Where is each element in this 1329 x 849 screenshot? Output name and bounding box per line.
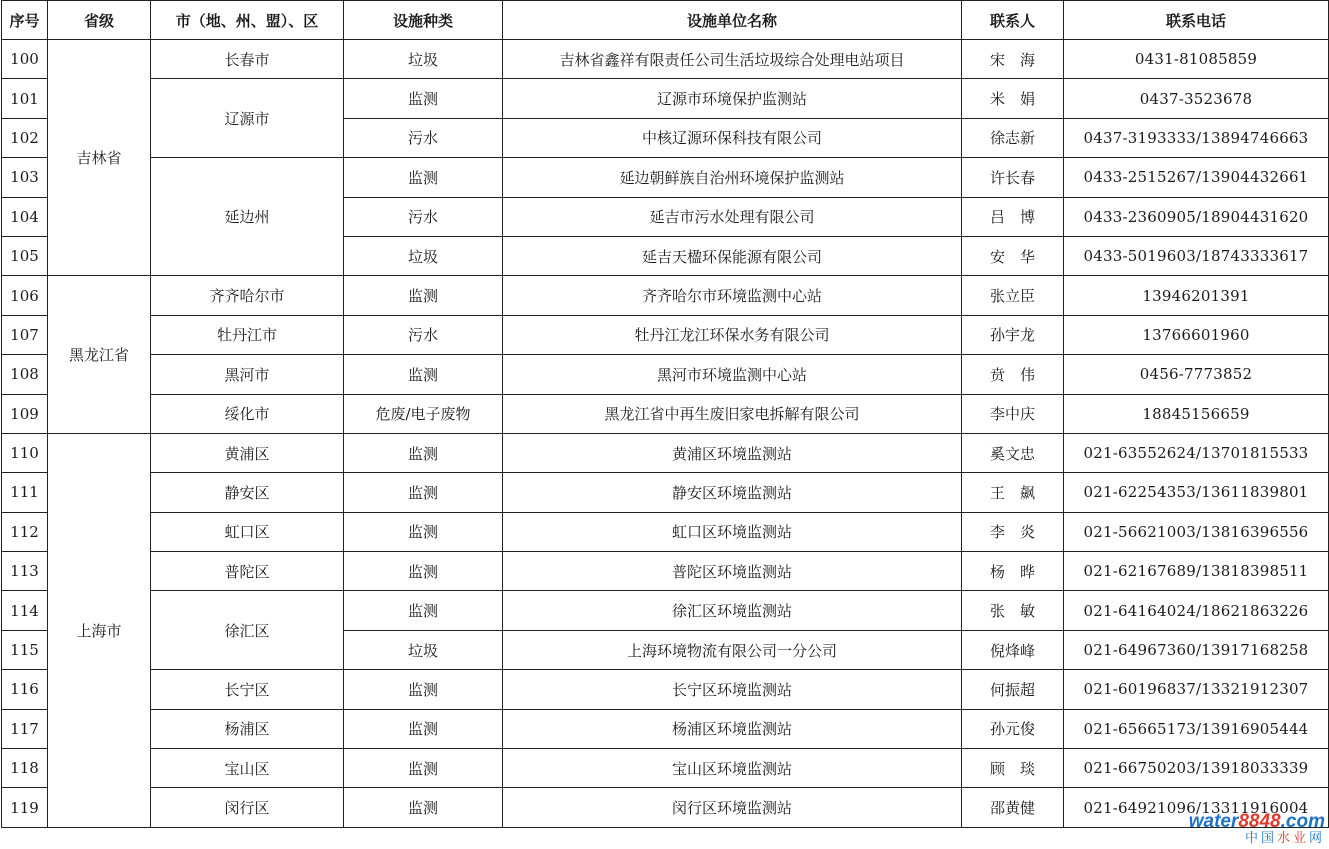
facility-name-cell: 闵行区环境监测站 bbox=[503, 788, 962, 827]
city-cell: 虹口区 bbox=[151, 512, 344, 551]
phone-cell: 0433-2515267/13904432661 bbox=[1064, 158, 1329, 197]
header-cell: 序号 bbox=[2, 1, 48, 40]
contact-person-cell: 宋 海 bbox=[962, 40, 1064, 79]
city-cell: 黑河市 bbox=[151, 355, 344, 394]
facility-type-cell: 监测 bbox=[344, 79, 503, 118]
header-cell: 市（地、州、盟）、区 bbox=[151, 1, 344, 40]
facility-name-cell: 中核辽源环保科技有限公司 bbox=[503, 118, 962, 157]
table-row bbox=[2, 788, 1329, 827]
table-header-row bbox=[2, 1, 1329, 40]
facility-name-cell: 吉林省鑫祥有限责任公司生活垃圾综合处理电站项目 bbox=[503, 40, 962, 79]
table-row bbox=[2, 158, 1329, 197]
phone-cell: 0456-7773852 bbox=[1064, 355, 1329, 394]
table-body bbox=[2, 40, 1329, 828]
header-cell: 联系人 bbox=[962, 1, 1064, 40]
contact-person-cell: 米 娟 bbox=[962, 79, 1064, 118]
city-cell: 辽源市 bbox=[151, 79, 344, 158]
facility-name-cell: 虹口区环境监测站 bbox=[503, 512, 962, 551]
facility-name-cell: 上海环境物流有限公司一分公司 bbox=[503, 630, 962, 669]
contact-person-cell: 邵黄健 bbox=[962, 788, 1064, 827]
facility-name-cell: 静安区环境监测站 bbox=[503, 473, 962, 512]
facility-type-cell: 监测 bbox=[344, 512, 503, 551]
table-row bbox=[2, 433, 1329, 472]
header-cell: 联系电话 bbox=[1064, 1, 1329, 40]
contact-person-cell: 贲 伟 bbox=[962, 355, 1064, 394]
facility-name-cell: 延边朝鲜族自治州环境保护监测站 bbox=[503, 158, 962, 197]
contact-person-cell: 孙元俊 bbox=[962, 709, 1064, 748]
facility-name-cell: 长宁区环境监测站 bbox=[503, 670, 962, 709]
contact-person-cell: 奚文忠 bbox=[962, 433, 1064, 472]
table-row bbox=[2, 394, 1329, 433]
row-number-cell: 105 bbox=[2, 236, 48, 275]
facility-type-cell: 污水 bbox=[344, 315, 503, 354]
facility-type-cell: 垃圾 bbox=[344, 40, 503, 79]
contact-person-cell: 许长春 bbox=[962, 158, 1064, 197]
contact-person-cell: 王 飙 bbox=[962, 473, 1064, 512]
city-cell: 静安区 bbox=[151, 473, 344, 512]
facility-type-cell: 监测 bbox=[344, 749, 503, 788]
header-cell: 设施单位名称 bbox=[503, 1, 962, 40]
table-row bbox=[2, 473, 1329, 512]
phone-cell: 0437-3193333/13894746663 bbox=[1064, 118, 1329, 157]
facility-name-cell: 普陀区环境监测站 bbox=[503, 552, 962, 591]
phone-cell: 021-56621003/13816396556 bbox=[1064, 512, 1329, 551]
watermark-logo: water8848.com 中国水业网 bbox=[1188, 811, 1325, 846]
header-cell: 设施种类 bbox=[344, 1, 503, 40]
phone-cell: 0433-5019603/18743333617 bbox=[1064, 236, 1329, 275]
phone-cell: 021-62167689/13818398511 bbox=[1064, 552, 1329, 591]
row-number-cell: 110 bbox=[2, 433, 48, 472]
phone-cell: 021-62254353/13611839801 bbox=[1064, 473, 1329, 512]
facility-type-cell: 监测 bbox=[344, 355, 503, 394]
facility-type-cell: 监测 bbox=[344, 473, 503, 512]
facility-name-cell: 杨浦区环境监测站 bbox=[503, 709, 962, 748]
facility-type-cell: 监测 bbox=[344, 788, 503, 827]
row-number-cell: 115 bbox=[2, 630, 48, 669]
table-row bbox=[2, 591, 1329, 630]
row-number-cell: 102 bbox=[2, 118, 48, 157]
facility-type-cell: 污水 bbox=[344, 197, 503, 236]
row-number-cell: 117 bbox=[2, 709, 48, 748]
city-cell: 齐齐哈尔市 bbox=[151, 276, 344, 315]
contact-person-cell: 孙宇龙 bbox=[962, 315, 1064, 354]
facility-type-cell: 污水 bbox=[344, 118, 503, 157]
city-cell: 延边州 bbox=[151, 158, 344, 276]
phone-cell: 021-66750203/13918033339 bbox=[1064, 749, 1329, 788]
facility-name-cell: 徐汇区环境监测站 bbox=[503, 591, 962, 630]
phone-cell: 021-64921096/13311916004 bbox=[1064, 788, 1329, 827]
phone-cell: 18845156659 bbox=[1064, 394, 1329, 433]
city-cell: 黄浦区 bbox=[151, 433, 344, 472]
row-number-cell: 113 bbox=[2, 552, 48, 591]
table-row bbox=[2, 552, 1329, 591]
province-cell: 黑龙江省 bbox=[48, 276, 151, 434]
contact-person-cell: 倪烽峰 bbox=[962, 630, 1064, 669]
contact-person-cell: 顾 琰 bbox=[962, 749, 1064, 788]
facility-type-cell: 监测 bbox=[344, 591, 503, 630]
table-row bbox=[2, 315, 1329, 354]
contact-person-cell: 安 华 bbox=[962, 236, 1064, 275]
contact-person-cell: 李 炎 bbox=[962, 512, 1064, 551]
facility-name-cell: 齐齐哈尔市环境监测中心站 bbox=[503, 276, 962, 315]
facility-name-cell: 延吉市污水处理有限公司 bbox=[503, 197, 962, 236]
table-row bbox=[2, 749, 1329, 788]
facility-type-cell: 监测 bbox=[344, 552, 503, 591]
row-number-cell: 119 bbox=[2, 788, 48, 827]
table-row bbox=[2, 79, 1329, 118]
header-cell: 省级 bbox=[48, 1, 151, 40]
phone-cell: 021-60196837/13321912307 bbox=[1064, 670, 1329, 709]
row-number-cell: 107 bbox=[2, 315, 48, 354]
row-number-cell: 106 bbox=[2, 276, 48, 315]
phone-cell: 0433-2360905/18904431620 bbox=[1064, 197, 1329, 236]
facility-name-cell: 黑龙江省中再生废旧家电拆解有限公司 bbox=[503, 394, 962, 433]
facility-type-cell: 垃圾 bbox=[344, 236, 503, 275]
province-cell: 吉林省 bbox=[48, 40, 151, 276]
facility-type-cell: 监测 bbox=[344, 158, 503, 197]
city-cell: 长春市 bbox=[151, 40, 344, 79]
contact-person-cell: 徐志新 bbox=[962, 118, 1064, 157]
table-row bbox=[2, 40, 1329, 79]
facility-type-cell: 垃圾 bbox=[344, 630, 503, 669]
facility-name-cell: 黄浦区环境监测站 bbox=[503, 433, 962, 472]
phone-cell: 021-64967360/13917168258 bbox=[1064, 630, 1329, 669]
phone-cell: 021-65665173/13916905444 bbox=[1064, 709, 1329, 748]
table-row bbox=[2, 276, 1329, 315]
row-number-cell: 112 bbox=[2, 512, 48, 551]
table-row bbox=[2, 670, 1329, 709]
facility-name-cell: 延吉天楹环保能源有限公司 bbox=[503, 236, 962, 275]
row-number-cell: 111 bbox=[2, 473, 48, 512]
contact-person-cell: 李中庆 bbox=[962, 394, 1064, 433]
row-number-cell: 114 bbox=[2, 591, 48, 630]
facility-type-cell: 监测 bbox=[344, 670, 503, 709]
contact-person-cell: 吕 博 bbox=[962, 197, 1064, 236]
facility-type-cell: 监测 bbox=[344, 709, 503, 748]
row-number-cell: 118 bbox=[2, 749, 48, 788]
phone-cell: 13766601960 bbox=[1064, 315, 1329, 354]
phone-cell: 0431-81085859 bbox=[1064, 40, 1329, 79]
row-number-cell: 100 bbox=[2, 40, 48, 79]
table-row bbox=[2, 355, 1329, 394]
city-cell: 长宁区 bbox=[151, 670, 344, 709]
city-cell: 宝山区 bbox=[151, 749, 344, 788]
row-number-cell: 104 bbox=[2, 197, 48, 236]
row-number-cell: 108 bbox=[2, 355, 48, 394]
city-cell: 闵行区 bbox=[151, 788, 344, 827]
row-number-cell: 116 bbox=[2, 670, 48, 709]
city-cell: 绥化市 bbox=[151, 394, 344, 433]
table-row bbox=[2, 512, 1329, 551]
row-number-cell: 101 bbox=[2, 79, 48, 118]
phone-cell: 021-64164024/18621863226 bbox=[1064, 591, 1329, 630]
contact-person-cell: 杨 晔 bbox=[962, 552, 1064, 591]
facility-type-cell: 监测 bbox=[344, 276, 503, 315]
row-number-cell: 103 bbox=[2, 158, 48, 197]
phone-cell: 13946201391 bbox=[1064, 276, 1329, 315]
contact-person-cell: 张 敏 bbox=[962, 591, 1064, 630]
city-cell: 徐汇区 bbox=[151, 591, 344, 670]
table-row bbox=[2, 709, 1329, 748]
phone-cell: 021-63552624/13701815533 bbox=[1064, 433, 1329, 472]
province-cell: 上海市 bbox=[48, 433, 151, 827]
facility-name-cell: 宝山区环境监测站 bbox=[503, 749, 962, 788]
phone-cell: 0437-3523678 bbox=[1064, 79, 1329, 118]
contact-person-cell: 张立臣 bbox=[962, 276, 1064, 315]
city-cell: 牡丹江市 bbox=[151, 315, 344, 354]
contact-person-cell: 何振超 bbox=[962, 670, 1064, 709]
row-number-cell: 109 bbox=[2, 394, 48, 433]
facility-name-cell: 辽源市环境保护监测站 bbox=[503, 79, 962, 118]
facility-name-cell: 黑河市环境监测中心站 bbox=[503, 355, 962, 394]
facility-contact-table bbox=[1, 0, 1329, 828]
city-cell: 杨浦区 bbox=[151, 709, 344, 748]
facility-name-cell: 牡丹江龙江环保水务有限公司 bbox=[503, 315, 962, 354]
facility-type-cell: 危废/电子废物 bbox=[344, 394, 503, 433]
city-cell: 普陀区 bbox=[151, 552, 344, 591]
facility-type-cell: 监测 bbox=[344, 433, 503, 472]
